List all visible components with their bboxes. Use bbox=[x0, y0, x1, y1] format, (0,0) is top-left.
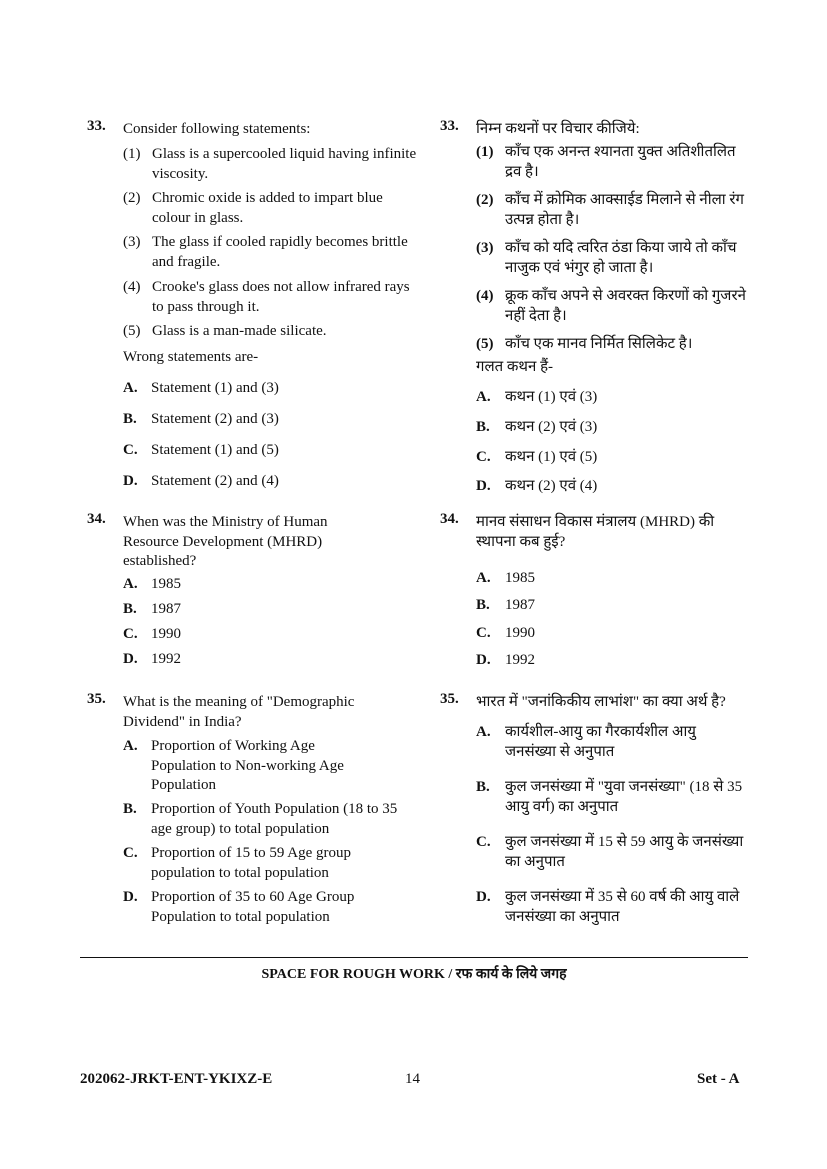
option-d: D. 1992 bbox=[476, 652, 535, 668]
option-c: C. Statement (1) and (5) bbox=[123, 442, 279, 458]
option-a: A. Proportion of Working Age Population to Non-working Age Population bbox=[123, 738, 344, 793]
statement-2: (2) काँच में क्रोमिक आक्साईड मिलाने से नीला रंग उत्पन्न होता है। bbox=[476, 192, 744, 228]
statement-4: (4) Crooke's glass does not allow infrared rays to pass through it. bbox=[123, 279, 410, 315]
footer-code: 202062-JRKT-ENT-YKIXZ-E bbox=[80, 1071, 273, 1087]
option-c: C. कुल जनसंख्या में 15 से 59 आयु के जनसंख्या का अनुपात bbox=[476, 834, 744, 870]
option-b: B. Proportion of Youth Population (18 to 35 age group) to total population bbox=[123, 801, 398, 837]
option-c: C. Proportion of 15 to 59 Age group population to total population bbox=[123, 845, 351, 881]
option-b: B. 1987 bbox=[476, 597, 535, 613]
divider bbox=[80, 957, 748, 958]
question-number: 35. bbox=[440, 691, 459, 707]
question-text: मानव संसाधन विकास मंत्रालय (MHRD) की स्थापना कब हुई? bbox=[476, 514, 715, 550]
option-d: D. Statement (2) and (4) bbox=[123, 473, 279, 489]
question-text: Consider following statements: bbox=[123, 121, 311, 137]
question-number: 33. bbox=[87, 118, 106, 134]
statement-4: (4) क्रूक काँच अपने से अवरक्त किरणों को गुजरने नहीं देता है। bbox=[476, 288, 746, 324]
statement-3: (3) काँच को यदि त्वरित ठंडा किया जाये तो काँच नाजुक एवं भंगुर हो जाता है। bbox=[476, 240, 737, 276]
statement-2: (2) Chromic oxide is added to impart blue colour in glass. bbox=[123, 190, 383, 226]
question-number: 34. bbox=[440, 511, 459, 527]
option-b: B. 1987 bbox=[123, 601, 181, 617]
option-a: A. Statement (1) and (3) bbox=[123, 380, 279, 396]
option-c: C. कथन (1) एवं (5) bbox=[476, 449, 598, 465]
option-a: A. 1985 bbox=[123, 576, 181, 592]
question-prompt: गलत कथन हैं- bbox=[476, 359, 554, 375]
option-d: D. कुल जनसंख्या में 35 से 60 वर्ष की आयु वाले जनसंख्या का अनुपात bbox=[476, 889, 740, 925]
question-text: When was the Ministry of Human Resource Development (MHRD) established? bbox=[123, 514, 328, 569]
question-number: 34. bbox=[87, 511, 106, 527]
option-a: A. कार्यशील-आयु का गैरकार्यशील आयु जनसंख्या से अनुपात bbox=[476, 724, 697, 760]
question-text: What is the meaning of "Demographic Dividend" in India? bbox=[123, 694, 355, 730]
option-c: C. 1990 bbox=[123, 626, 181, 642]
option-b: B. कथन (2) एवं (3) bbox=[476, 419, 598, 435]
statement-1: (1) Glass is a supercooled liquid having infinite viscosity. bbox=[123, 146, 417, 182]
question-number: 35. bbox=[87, 691, 106, 707]
option-a: A. 1985 bbox=[476, 570, 535, 586]
option-b: B. Statement (2) and (3) bbox=[123, 411, 279, 427]
statement-3: (3) The glass if cooled rapidly becomes brittle and fragile. bbox=[123, 234, 408, 270]
statement-5: (5) Glass is a man-made silicate. bbox=[123, 323, 327, 339]
rough-work-label: SPACE FOR ROUGH WORK / रफ कार्य के लिये जगह bbox=[261, 967, 567, 982]
page-number: 14 bbox=[405, 1071, 420, 1087]
question-number: 33. bbox=[440, 118, 459, 134]
question-text: निम्न कथनों पर विचार कीजिये: bbox=[476, 121, 640, 137]
question-prompt: Wrong statements are- bbox=[123, 349, 259, 365]
option-d: D. 1992 bbox=[123, 651, 181, 667]
statement-1: (1) काँच एक अनन्त श्यानता युक्त अतिशीतलित द्रव है। bbox=[476, 144, 736, 180]
statement-5: (5) काँच एक मानव निर्मित सिलिकेट है। bbox=[476, 336, 693, 352]
option-b: B. कुल जनसंख्या में "युवा जनसंख्या" (18 से 35 आयु वर्ग) का अनुपात bbox=[476, 779, 743, 815]
set-label: Set - A bbox=[697, 1071, 740, 1087]
option-a: A. कथन (1) एवं (3) bbox=[476, 389, 598, 405]
question-text: भारत में "जनांकिकीय लाभांश" का क्या अर्थ है? bbox=[476, 694, 726, 710]
option-c: C. 1990 bbox=[476, 625, 535, 641]
option-d: D. Proportion of 35 to 60 Age Group Population to total population bbox=[123, 889, 355, 925]
option-d: D. कथन (2) एवं (4) bbox=[476, 478, 598, 494]
